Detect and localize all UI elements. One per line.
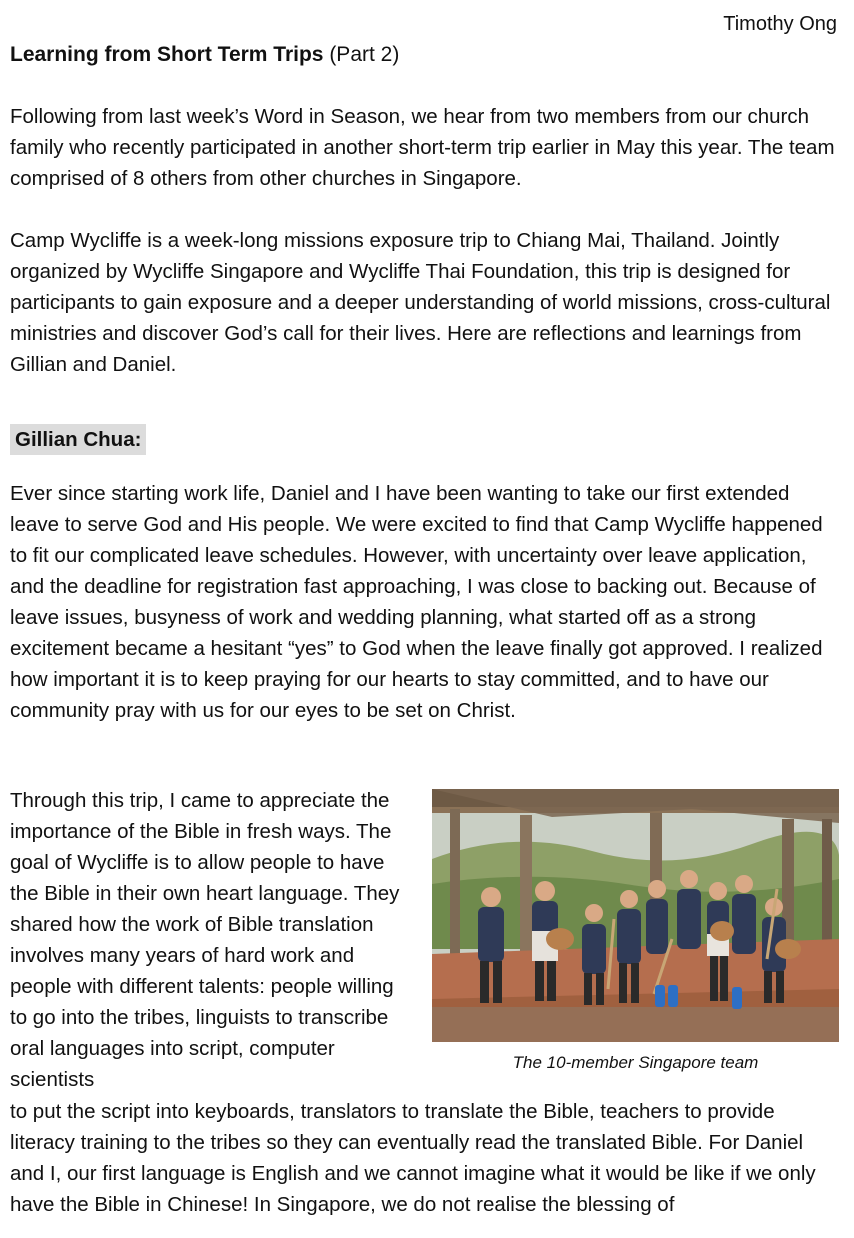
camp-paragraph: Camp Wycliffe is a week-long missions exposure trip to Chiang Mai, Thailand. Jointly organized by Wycliffe Singapore and Wycliffe Thai Foundation, this trip is designed for participants to gain exposure and a deeper understanding of world missions, cross-cultural ministries and discover God’s call for their lives. Here are reflections and learnings from Gillian and Daniel. (10, 229, 831, 376)
article-title (10, 41, 399, 69)
intro-paragraph: Following from last week’s Word in Season, we hear from two members from our church family who recently participated in another short-term trip earlier in May this year. The team comprised of 8 others from other churches in Singapore. (10, 105, 835, 190)
author-name: Timothy Ong (723, 13, 837, 35)
gillian-paragraph-2-wrapped: Through this trip, I came to appreciate the importance of the Bible in fresh ways. The goal of Wycliffe is to allow people to have the Bible in their own heart language. They shared how the work of Bible translation involves many years of hard work and people with different talents: people willing to go into the tribes, linguists to transcribe oral languages into script, computer scientists (10, 789, 400, 1091)
article-title-part: (Part 2) (323, 43, 400, 66)
photo-caption: The 10-member Singapore team (512, 1053, 759, 1072)
gillian-paragraph-2-continued: to put the script into keyboards, translators to translate the Bible, teachers to provide literacy training to the tribes so they can eventually read the translated Bible. For Daniel and I, our first language is English and we cannot imagine what it would be like if we only have the Bible in Chinese! In Singapore, we do not realise the blessing of (10, 1100, 816, 1216)
section-heading-gillian: Gillian Chua: (10, 424, 146, 455)
team-photo (432, 789, 839, 1042)
article-title-main: Learning from Short Term Trips (10, 43, 324, 66)
gillian-paragraph-1: Ever since starting work life, Daniel and I have been wanting to take our first extended leave to serve God and His people. We were excited to find that Camp Wycliffe happened to fit our complicated leave schedules. However, with uncertainty over leave application, and the deadline for registration fast approaching, I was close to backing out. Because of leave issues, busyness of work and wedding planning, what started off as a strong excitement became a hesitant “yes” to God when the leave finally got approved. I realized how important it is to keep praying for our hearts to stay committed, and to have our community pray with us for our eyes to be set on Christ. (10, 482, 823, 722)
